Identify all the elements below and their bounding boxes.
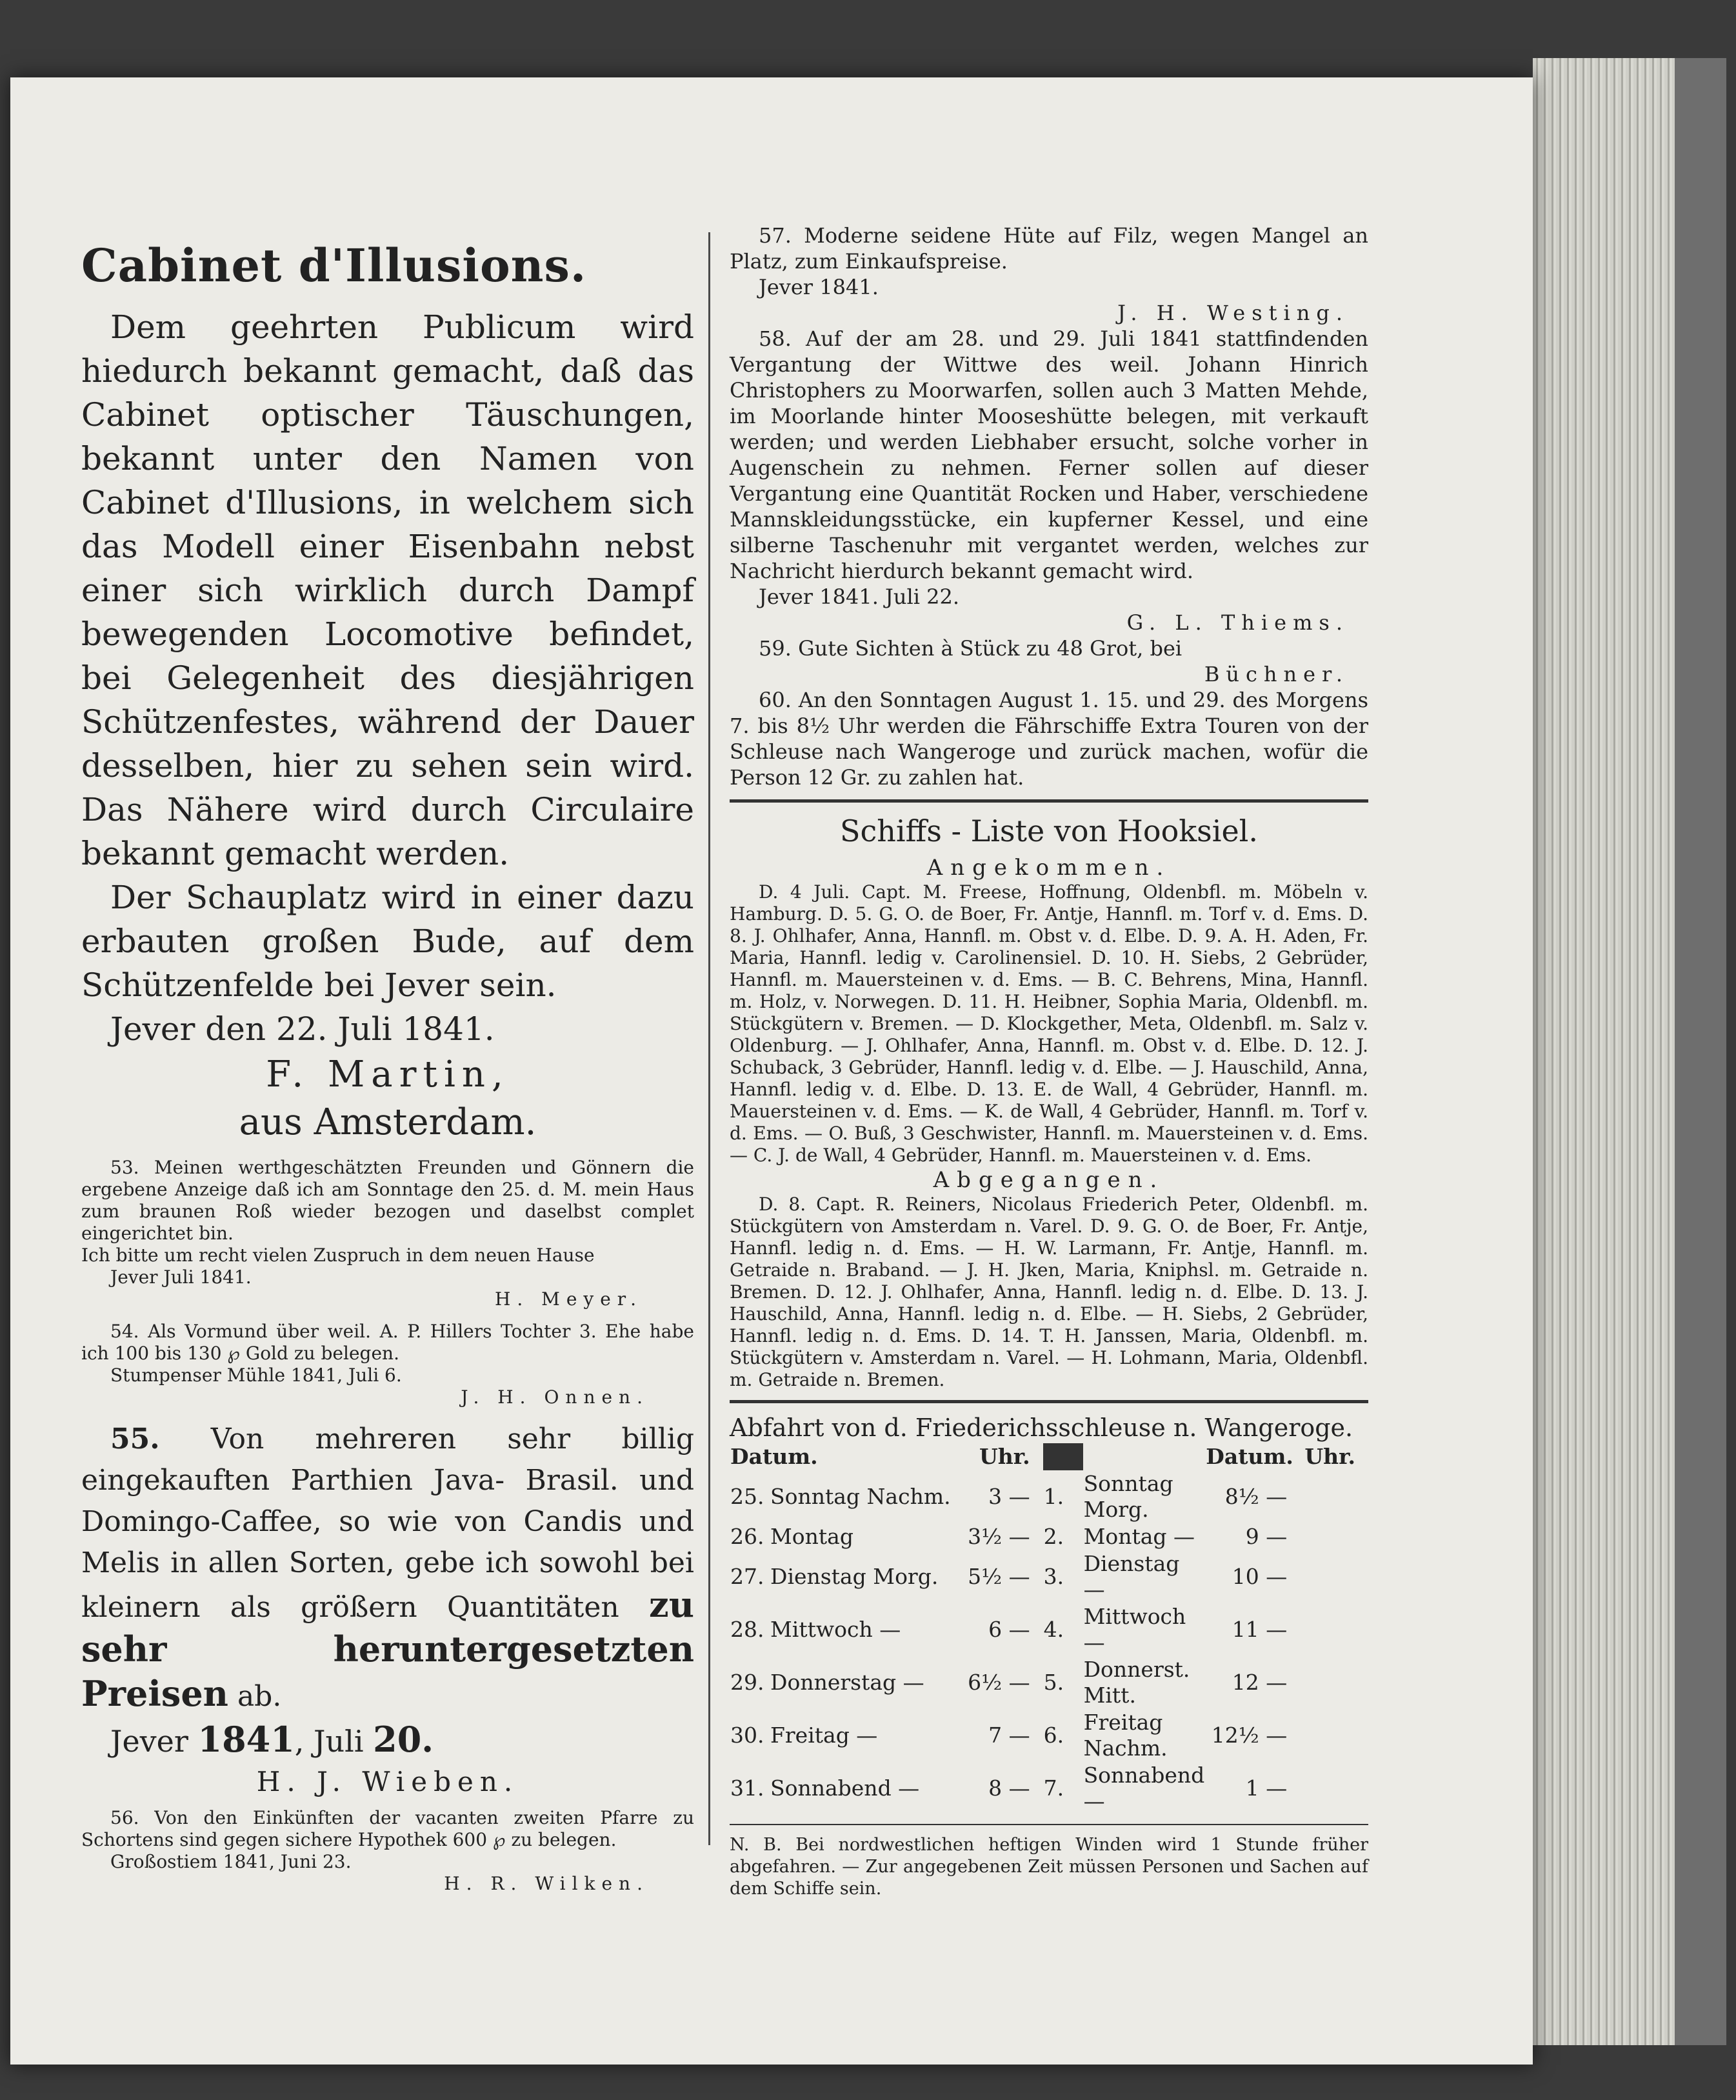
ad-54-signature: J. H. Onnen. [461, 1386, 649, 1408]
ad-55-signature: H. J. Wieben. [256, 1766, 519, 1797]
schedule-left-date: 27. [730, 1564, 764, 1589]
schedule-heading: Abfahrt von d. Friederichsschleuse n. Wangeroge. [730, 1414, 1353, 1442]
schedule-row [730, 1550, 1368, 1603]
schedule-row [730, 1470, 1368, 1523]
schedule-right-time: 8½ — [1224, 1484, 1288, 1509]
cabinet-heading: Cabinet d'Illusions. [81, 239, 587, 292]
schedule-right-day: Sonnabend — [1083, 1763, 1205, 1814]
col-datum-right: Datum. [1206, 1444, 1293, 1469]
schedule-left-date: 30. [730, 1723, 764, 1748]
schedule-left-date: 29. [730, 1670, 764, 1695]
schedule-right-time: 11 — [1232, 1617, 1288, 1642]
ad-55-text [81, 1419, 694, 1717]
ad-55-number: 55. [110, 1423, 160, 1455]
col-datum-left: Datum. [730, 1444, 818, 1469]
book-binding [1533, 58, 1726, 2045]
schedule-left-time: 5½ — [968, 1564, 1030, 1589]
ad-53-text2: Ich bitte um recht vielen Zuspruch in dem neuen Hause [81, 1245, 595, 1266]
arrived-heading: Angekommen. [926, 855, 1172, 881]
schedule-body [730, 1470, 1368, 1815]
schedule-right-date: 5. [1043, 1670, 1064, 1695]
col-uhr-right: Uhr. [1304, 1444, 1355, 1469]
col-uhr-left: Uhr. [979, 1444, 1030, 1469]
schedule-left-time: 3 — [988, 1484, 1030, 1509]
ad-57-date: Jever 1841. [759, 275, 879, 299]
section-rule [730, 799, 1368, 803]
ad-54-date: Stumpenser Mühle 1841, Juli 6. [110, 1365, 402, 1386]
ad-53-date: Jever Juli 1841. [110, 1266, 252, 1288]
schedule-right-time: 1 — [1245, 1775, 1288, 1801]
column-divider [708, 232, 710, 1845]
schedule-right-day: Sonntag Morg. [1083, 1471, 1173, 1522]
schedule-row [730, 1523, 1368, 1550]
schedule-left-time: 3½ — [968, 1524, 1030, 1549]
departed-heading: Abgegangen. [933, 1167, 1165, 1193]
schedule-right-date: 7. [1043, 1775, 1064, 1801]
schedule-row [730, 1603, 1368, 1656]
left-column [81, 239, 694, 1895]
schedule-left-date: 31. [730, 1775, 764, 1801]
schedule-left-date: 25. [730, 1484, 764, 1509]
ad-53-signature: H. Meyer. [494, 1288, 643, 1310]
schedule-left-day: Dienstag Morg. [770, 1564, 939, 1589]
schedule-right-date: 4. [1043, 1617, 1064, 1642]
schedule-divider [1043, 1443, 1083, 1470]
ad-55-date-year: 1841 [197, 1719, 295, 1760]
schedule-left-day: Sonnabend — [770, 1775, 920, 1801]
ad-57-signature: J. H. Westing. [1117, 301, 1349, 325]
schedule-row [730, 1709, 1368, 1762]
schedule-right-time: 12½ — [1211, 1723, 1288, 1748]
schedule-rule-top [730, 1400, 1368, 1403]
ad-59-signature: Büchner. [1204, 662, 1349, 686]
schedule-left-time: 6 — [988, 1617, 1030, 1642]
schedule-row [730, 1762, 1368, 1815]
ad-59-text: 59. Gute Sichten à Stück zu 48 Grot, bei [759, 636, 1182, 661]
ad-55-date-day: 20. [373, 1719, 434, 1760]
schedule-left-date: 26. [730, 1524, 764, 1549]
schedule-right-time: 12 — [1232, 1670, 1288, 1695]
schedule-right-date: 2. [1043, 1524, 1064, 1549]
ad-55-end: ab. [237, 1680, 282, 1713]
schedule-right-day: Donnerst. Mitt. [1083, 1657, 1190, 1708]
schedule-right-day: Freitag Nachm. [1083, 1710, 1168, 1761]
schedule-left-day: Sonntag Nachm. [770, 1484, 951, 1509]
schedule-right-date: 3. [1043, 1564, 1064, 1589]
schedule-right-time: 10 — [1232, 1564, 1288, 1589]
cabinet-signature-origin: aus Amsterdam. [239, 1101, 537, 1143]
ad-56-date: Großostiem 1841, Juni 23. [110, 1851, 352, 1872]
ad-55-date-prefix: Jever [110, 1724, 188, 1759]
cabinet-signature-name: F. Martin, [266, 1054, 510, 1095]
schedule-right-time: 9 — [1245, 1524, 1288, 1549]
arrived-list: D. 4 Juli. Capt. M. Freese, Hoffnung, Oldenbfl. m. Möbeln v. Hamburg. D. 5. G. O. de Boer, Fr. Antje, Hannfl. m. Torf v. d. Ems. D. 8. J. Ohlhafer, Anna, Hannfl. m. Obst v. d. Elbe. D. 9. A. H. Aden, Fr. Maria, Hannfl. ledig v. Carolinensiel. D. 10. H. Siebs, 2 Gebrüder, Hannfl. m. Mauersteinen v. d. Ems. — B. C. Behrens, Mina, Hannfl. m. Holz, v. Norwegen. D. 11. H. Heibner, Sophia Maria, Oldenbfl. m. Stückgütern v. Bremen. — D. Klockgether, Meta, Oldenbfl. m. Salz v. Oldenburg. — J. Ohlhafer, Anna, Hannfl. m. Obst v. d. Elbe. D. 12. J. Schuback, 3 Gebrüder, Hannfl. ledig v. d. Elbe. — J. Hauschild, Anna, Hannfl. ledig v. d. Elbe. D. 13. E. de Wall, 4 Gebrüder, Hannfl. m. Mauersteinen v. d. Ems. — K. de Wall, 4 Gebrüder, Hannfl. m. Torf v. d. Ems. — O. Buß, 3 Geschwister, Hannfl. m. Mauersteinen v. d. Ems. — C. J. de Wall, 4 Gebrüder, Hannfl. m. Mauersteinen v. d. Ems. [730, 881, 1368, 1166]
schedule-left-date: 28. [730, 1617, 764, 1642]
schedule-left-time: 7 — [988, 1723, 1030, 1748]
schedule-row [730, 1656, 1368, 1709]
schedule-left-day: Freitag — [770, 1723, 878, 1748]
schedule-left-day: Donnerstag — [770, 1670, 924, 1695]
ad-56-signature: H. R. Wilken. [444, 1873, 649, 1894]
ship-list-heading: Schiffs - Liste von Hooksiel. [839, 814, 1259, 848]
schedule-left-day: Montag [770, 1524, 853, 1549]
schedule-left-day: Mittwoch — [770, 1617, 901, 1642]
ad-55-date-mid: , Juli [294, 1724, 364, 1759]
ad-53-text: 53. Meinen werthgeschätzten Freunden und Gönnern die ergebene Anzeige daß ich am Sonntage den 25. d. M. mein Haus zum braunen Roß wieder bezogen und daselbst complet eingerichtet bin. [81, 1157, 694, 1244]
schedule-right-day: Mittwoch — [1083, 1604, 1186, 1655]
ad-56-text: 56. Von den Einkünften der vacanten zweiten Pfarre zu Schortens sind gegen sichere Hypothek 600 ℘ zu belegen. [81, 1807, 694, 1850]
newspaper-page [10, 77, 1533, 2065]
cabinet-date: Jever den 22. Juli 1841. [110, 1010, 495, 1048]
ad-55-body: Von mehreren sehr billig eingekauften Parthien Java- Brasil. und Domingo-Caffee, so wie von Candis und Melis in allen Sorten, gebe ich sowohl bei kleinern als größern Quantitäten [81, 1423, 694, 1624]
ad-60-text: 60. An den Sonntagen August 1. 15. und 29. des Morgens 7. bis 8½ Uhr werden die Fährschiffe Extra Touren von der Schleuse nach Wangeroge und zurück machen, wofür die Person 12 Gr. zu zahlen hat. [730, 688, 1368, 790]
schedule-note: N. B. Bei nordwestlichen heftigen Winden wird 1 Stunde früher abgefahren. — Zur angegebenen Zeit müssen Personen und Sachen auf dem Schiffe sein. [730, 1835, 1368, 1899]
ad-54-text: 54. Als Vormund über weil. A. P. Hillers Tochter 3. Ehe habe ich 100 bis 130 ℘ Gold zu belegen. [81, 1321, 694, 1364]
ferry-schedule-table [730, 1443, 1368, 1815]
schedule-right-day: Dienstag — [1083, 1551, 1180, 1602]
cabinet-location: Der Schauplatz wird in einer dazu erbauten großen Bude, auf dem Schützenfelde bei Jever sein. [81, 879, 694, 1004]
cabinet-announcement: Dem geehrten Publicum wird hiedurch bekannt gemacht, daß das Cabinet optischer Täuschungen, bekannt unter den Namen von Cabinet d'Illusions, in welchem sich das Modell einer Eisenbahn nebst einer sich wirklich durch Dampf bewegenden Locomotive befindet, bei Gelegenheit des diesjährigen Schützenfestes, während der Dauer desselben, hier zu sehen sein wird. Das Nähere wird durch Circulaire bekannt gemacht werden. [81, 308, 694, 872]
ad-58-date: Jever 1841. Juli 22. [759, 585, 959, 609]
schedule-rule-bottom [730, 1824, 1368, 1825]
schedule-right-day: Montag — [1083, 1524, 1195, 1549]
right-column [730, 223, 1368, 1900]
departed-list: D. 8. Capt. R. Reiners, Nicolaus Friederich Peter, Oldenbfl. m. Stückgütern von Amsterdam n. Varel. D. 9. G. O. de Boer, Fr. Antje, Hannfl. ledig n. d. Ems. — H. W. Larmann, Fr. Antje, Hannfl. m. Getraide n. Braband. — J. H. Jken, Maria, Kniphsl. m. Getraide n. Bremen. D. 12. J. Ohlhafer, Anna, Hannfl. ledig n. d. Elbe. D. 13. J. Hauschild, Anna, Hannfl. ledig n. d. Elbe. — H. Siebs, 2 Gebrüder, Hannfl. ledig n. d. Ems. D. 14. T. H. Janssen, Maria, Oldenbfl. m. Stückgütern v. Amsterdam n. Varel. — H. Lohmann, Maria, Oldenbfl. m. Getraide n. Bremen. [730, 1194, 1368, 1390]
ad-55-emphasis: zu sehr heruntergesetzten Preisen [81, 1584, 694, 1714]
schedule-header-row [730, 1443, 1368, 1470]
schedule-left-time: 8 — [988, 1775, 1030, 1801]
schedule-right-date: 1. [1043, 1484, 1064, 1509]
ad-55-date [81, 1717, 694, 1763]
ad-57-text: 57. Moderne seidene Hüte auf Filz, wegen Mangel an Platz, zum Einkaufspreise. [730, 223, 1368, 274]
ad-58-signature: G. L. Thiems. [1126, 610, 1349, 635]
schedule-left-time: 6½ — [968, 1670, 1030, 1695]
ad-58-text: 58. Auf der am 28. und 29. Juli 1841 stattfindenden Vergantung der Wittwe des weil. Johann Hinrich Christophers zu Moorwarfen, sollen auch 3 Matten Mehde, im Moorlande hinter Mooseshütte belegen, mit verkauft werden; und werden Liebhaber ersucht, solche vorher in Augenschein zu nehmen. Ferner sollen auf dieser Vergantung eine Quantität Rocken und Haber, verschiedene Mannskleidungsstücke, ein kupferner Kessel, und eine silberne Taschenuhr mit vergantet werden, welches zur Nachricht hierdurch bekannt gemacht wird. [730, 326, 1368, 583]
schedule-right-date: 6. [1043, 1723, 1064, 1748]
